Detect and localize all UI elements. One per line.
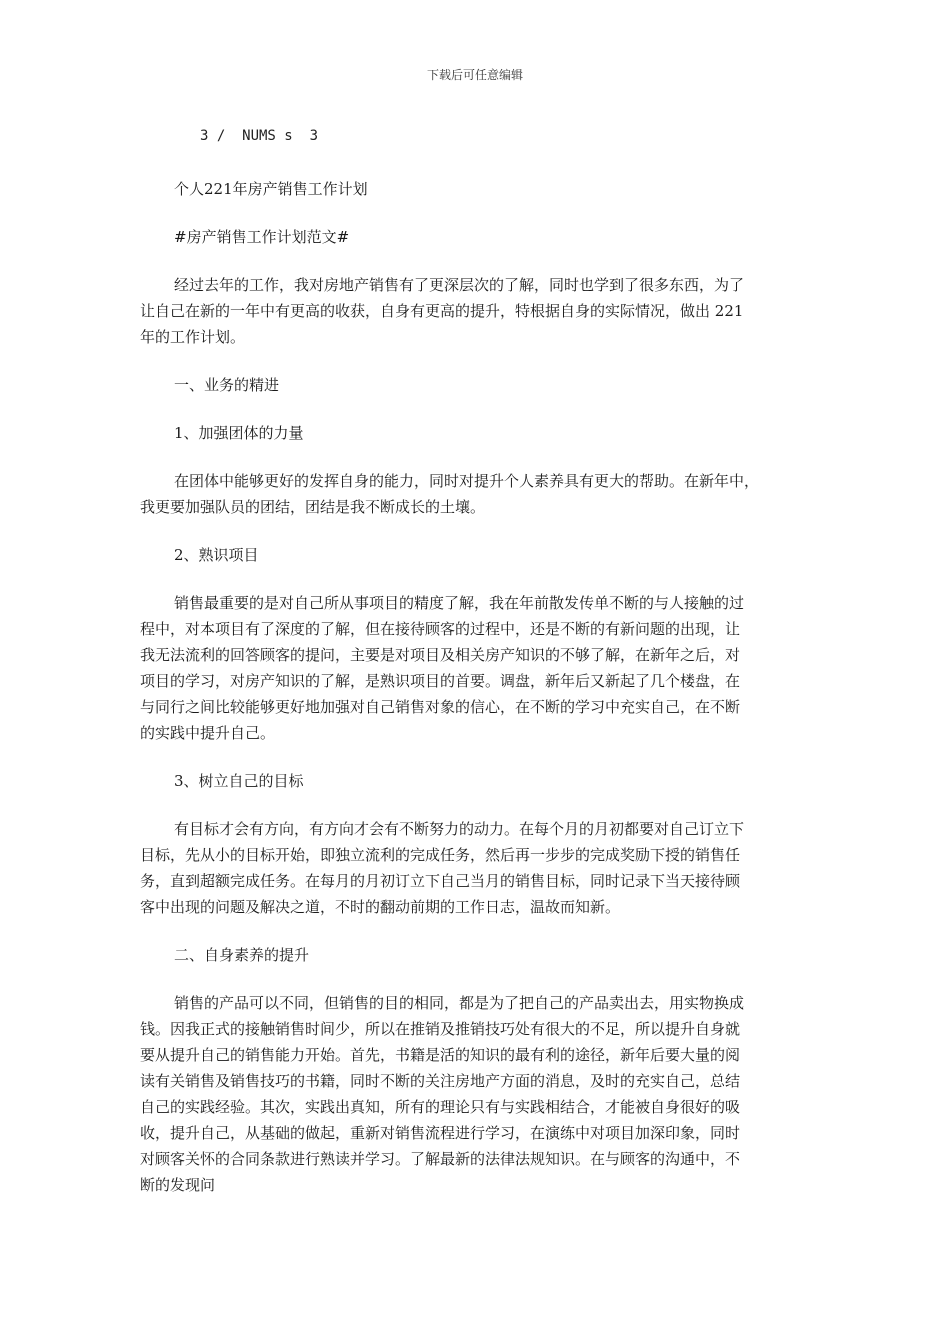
intro-paragraph <box>140 272 820 350</box>
text-line: 让自己在新的一年中有更高的收获，自身有更高的提升，特根据自身的实际情况，做出 221 <box>140 302 744 320</box>
text-line: 客中出现的问题及解决之道，不时的翻动前期的工作日志，温故而知新。 <box>140 898 621 916</box>
section-heading: 二、自身素养的提升 <box>174 946 310 964</box>
text-line: 年的工作计划。 <box>140 328 246 346</box>
text-line: 目标，先从小的目标开始，即独立流利的完成任务，然后再一步步的完成奖励下授的销售任 <box>140 846 741 864</box>
text-line: 我无法流利的回答顾客的提问，主要是对项目及相关房产知识的不够了解，在新年之后，对 <box>140 646 741 664</box>
text-line: 务，直到超额完成任务。在每月的月初订立下自己当月的销售目标，同时记录下当天接待顾 <box>140 872 741 890</box>
subsection-heading: 2、熟识项目 <box>174 546 259 564</box>
text-line: 的实践中提升自己。 <box>140 724 276 742</box>
section-heading: 一、业务的精进 <box>174 376 280 394</box>
text-line: 断的发现问 <box>140 1176 216 1194</box>
text-line: 有目标才会有方向，有方向才会有不断努力的动力。在每个月的月初都要对自己订立下 <box>174 820 745 838</box>
text-line: 钱。因我正式的接触销售时间少，所以在推销及推销技巧处有很大的不足，所以提升自身就 <box>140 1020 741 1038</box>
header-note: 下载后可任意编辑 <box>426 68 523 82</box>
text-line: 与同行之间比较能够更好地加强对自己销售对象的信心，在不断的学习中充实自己，在不断 <box>140 698 741 716</box>
text-line: 销售的产品可以不同，但销售的目的相同，都是为了把自己的产品卖出去，用实物换成 <box>174 994 745 1012</box>
text-line: 自己的实践经验。其次，实践出真知，所有的理论只有与实践相结合，才能被自身很好的吸 <box>140 1098 741 1116</box>
text-line: 对顾客关怀的合同条款进行熟读并学习。了解最新的法律法规知识。在与顾客的沟通中，不 <box>140 1150 741 1168</box>
document-title: 个人221年房产销售工作计划 <box>174 180 368 198</box>
text-line: 在团体中能够更好的发挥自身的能力，同时对提升个人素养具有更大的帮助。在新年中， <box>174 472 760 490</box>
subsection-heading: 1、加强团体的力量 <box>174 424 304 442</box>
subsection-heading: 3、树立自己的目标 <box>174 772 304 790</box>
text-line: 要从提升自己的销售能力开始。首先，书籍是活的知识的最有利的途径，新年后要大量的阅 <box>140 1046 741 1064</box>
text-line: 项目的学习，对房产知识的了解，是熟识项目的首要。调盘，新年后又新起了几个楼盘，在 <box>140 672 741 690</box>
text-line: 读有关销售及销售技巧的书籍，同时不断的关注房地产方面的消息，及时的充实自己，总结 <box>140 1072 741 1090</box>
page-marker: 3 / NUMS s 3 <box>200 128 319 144</box>
text-line: 销售最重要的是对自己所从事项目的精度了解，我在年前散发传单不断的与人接触的过 <box>174 594 745 612</box>
paragraph <box>140 990 820 1198</box>
paragraph <box>140 468 820 520</box>
paragraph <box>140 816 820 920</box>
document-body <box>140 176 820 1220</box>
document-tag: #房产销售工作计划范文# <box>174 228 350 246</box>
text-line: 收，提升自己，从基础的做起，重新对销售流程进行学习，在演练中对项目加深印象，同时 <box>140 1124 741 1142</box>
paragraph <box>140 590 820 746</box>
text-line: 程中，对本项目有了深度的了解，但在接待顾客的过程中，还是不断的有新问题的出现，让 <box>140 620 741 638</box>
text-line: 我更要加强队员的团结，团结是我不断成长的土壤。 <box>140 498 486 516</box>
text-line: 经过去年的工作，我对房地产销售有了更深层次的了解，同时也学到了很多东西，为了 <box>174 276 745 294</box>
